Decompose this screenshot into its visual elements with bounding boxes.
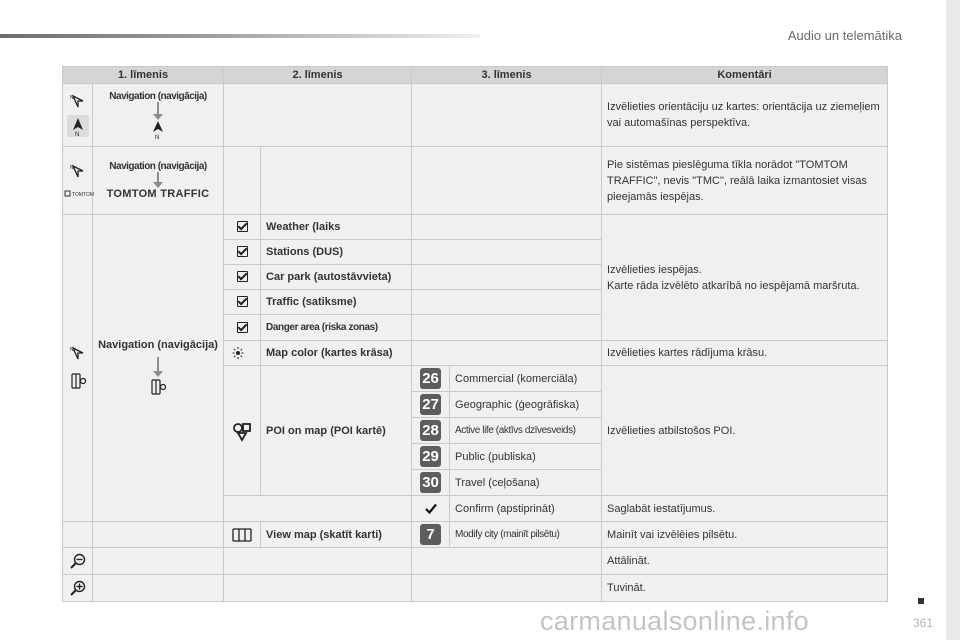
map-settings-icon	[148, 377, 168, 397]
level2-icon-cell	[224, 147, 261, 215]
level3-cell	[412, 215, 602, 240]
number-cell	[412, 444, 450, 470]
confirm-option: Confirm (apstiprināt)	[450, 496, 602, 522]
poi-public: Public (publiska)	[450, 444, 602, 470]
north-orientation-icon	[67, 115, 89, 137]
check-cell	[412, 496, 450, 522]
comment-cell: Mainīt vai izvēlēies pilsētu.	[602, 522, 888, 548]
view-map-option: View map (skatīt karti)	[261, 522, 412, 548]
level1-cell	[93, 84, 224, 147]
checkbox-cell	[224, 215, 261, 240]
icon-cell	[63, 522, 93, 548]
number-cell	[412, 418, 450, 444]
level3-cell	[412, 147, 602, 215]
checkbox-icon	[237, 221, 248, 232]
column-header: 1. līmenis	[63, 67, 224, 84]
table-row	[63, 215, 888, 240]
checkbox-cell	[224, 240, 261, 265]
header-gradient-bar	[0, 34, 480, 38]
icon-cell	[63, 215, 93, 522]
navigation-label: Navigation (navigācija)	[109, 90, 207, 102]
level3-cell	[412, 575, 602, 602]
table-row	[63, 147, 888, 215]
table-row	[63, 548, 888, 575]
number-cell	[412, 366, 450, 392]
step-number-badge: 27	[420, 394, 441, 415]
icon-cell	[224, 522, 261, 548]
icon-cell	[224, 341, 261, 366]
arrow-line	[157, 172, 159, 182]
svg-text:TOMTOM: TOMTOM	[72, 191, 95, 198]
table-row	[63, 575, 888, 602]
map-color-option: Map color (kartes krāsa)	[261, 341, 412, 366]
level3-cell	[412, 548, 602, 575]
comment-cell: Izvēlieties atbilstošos POI.	[602, 366, 888, 496]
section-title: Audio un telemātika	[787, 28, 902, 43]
svg-text:N: N	[69, 347, 74, 353]
checkbox-cell	[224, 315, 261, 341]
option-traffic: Traffic (satiksme)	[261, 290, 412, 315]
navigation-label: Navigation (navigācija)	[109, 161, 207, 172]
number-cell	[412, 392, 450, 418]
step-number-badge: 28	[420, 420, 441, 441]
level1-cell	[93, 522, 224, 548]
icon-cell	[63, 84, 93, 147]
comment-cell: Izvēlieties iespējas. Karte rāda izvēlēto atkarībā no iespējamā maršruta.	[602, 215, 888, 341]
option-car-park: Car park (autostāvvieta)	[261, 265, 412, 290]
checkbox-icon	[237, 246, 248, 257]
svg-text:N: N	[74, 132, 79, 138]
table-header-row	[63, 67, 888, 84]
table-row	[63, 84, 888, 147]
navigation-label: Navigation (navigācija)	[98, 339, 218, 351]
poi-commercial: Commercial (komerciāla)	[450, 366, 602, 392]
watermark: carmanualsonline.info	[540, 606, 809, 636]
checkmark-icon	[425, 503, 437, 514]
checkbox-cell	[224, 265, 261, 290]
navigation-arrow-icon	[70, 93, 86, 109]
checkbox-icon	[237, 271, 248, 282]
navigation-arrow-icon	[70, 163, 86, 179]
column-header: 2. līmenis	[224, 67, 412, 84]
step-number-badge: 30	[420, 472, 441, 493]
poi-active-life: Active life (aktīvs dzīvesveids)	[450, 418, 602, 444]
level3-cell	[412, 315, 602, 341]
level1-cell	[93, 215, 224, 522]
poi-geographic: Geographic (ģeogrāfiska)	[450, 392, 602, 418]
icon-cell	[63, 548, 93, 575]
checkbox-cell	[224, 290, 261, 315]
tomtom-logo-icon	[65, 189, 95, 199]
option-danger-area: Danger area (riska zonas)	[261, 315, 412, 341]
map-icon	[231, 527, 253, 543]
table-row	[63, 522, 888, 548]
tomtom-traffic-label: TOMTOM TRAFFIC	[106, 188, 210, 200]
level3-cell	[412, 265, 602, 290]
comment-cell: Saglabāt iestatījumus.	[602, 496, 888, 522]
level2-cell	[224, 84, 412, 147]
level1-cell	[93, 147, 224, 215]
level2-cell	[224, 548, 412, 575]
svg-text:N: N	[155, 134, 160, 141]
zoom-in-icon	[69, 580, 87, 596]
option-weather: Weather (laiks	[261, 215, 412, 240]
north-arrow-icon	[151, 120, 165, 140]
svg-text:N: N	[69, 164, 74, 171]
page-number: 361	[913, 616, 934, 630]
comment-cell: Pie sistēmas pieslēguma tīkla norādot "TOMTOM TRAFFIC", nevis "TMC", reālā laika izmantosiet visas pieejamās iespējas.	[602, 147, 888, 215]
level1-cell	[93, 575, 224, 602]
checkbox-icon	[237, 322, 248, 333]
level3-cell	[412, 290, 602, 315]
step-number-badge: 29	[420, 446, 441, 467]
comment-cell: Tuvināt.	[602, 575, 888, 602]
number-cell	[412, 522, 450, 548]
icon-cell	[63, 147, 93, 215]
svg-text:N: N	[69, 95, 74, 101]
level3-cell	[412, 341, 602, 366]
level3-cell	[412, 84, 602, 147]
modify-city-option: Modify city (mainīt pilsētu)	[450, 522, 602, 548]
page-marker	[918, 598, 924, 604]
icon-cell	[224, 366, 261, 496]
option-stations: Stations (DUS)	[261, 240, 412, 265]
column-header: Komentāri	[602, 67, 888, 84]
level2-cell	[224, 496, 412, 522]
column-header: 3. līmenis	[412, 67, 602, 84]
poi-icon	[231, 421, 253, 441]
number-cell	[412, 470, 450, 496]
step-number-badge: 26	[420, 368, 441, 389]
step-number-badge: 7	[420, 524, 441, 545]
comment-cell: Attālināt.	[602, 548, 888, 575]
poi-option: POI on map (POI kartē)	[261, 366, 412, 496]
settings-table	[62, 66, 888, 602]
page-edge-strip	[946, 0, 960, 640]
arrow-line	[157, 102, 159, 114]
level3-cell	[412, 240, 602, 265]
level2-cell	[224, 575, 412, 602]
navigation-arrow-icon	[70, 345, 86, 361]
zoom-out-icon	[69, 553, 87, 569]
arrow-line	[157, 357, 159, 371]
checkbox-icon	[237, 296, 248, 307]
level2-cell	[261, 147, 412, 215]
level1-cell	[93, 548, 224, 575]
comment-cell: Izvēlieties orientāciju uz kartes: orientācija uz ziemeļiem vai automašīnas perspektīva.	[602, 84, 888, 147]
icon-cell	[63, 575, 93, 602]
day-night-icon	[232, 346, 252, 360]
comment-cell: Izvēlieties kartes rādījuma krāsu.	[602, 341, 888, 366]
poi-travel: Travel (ceļošana)	[450, 470, 602, 496]
map-settings-icon	[68, 371, 88, 391]
